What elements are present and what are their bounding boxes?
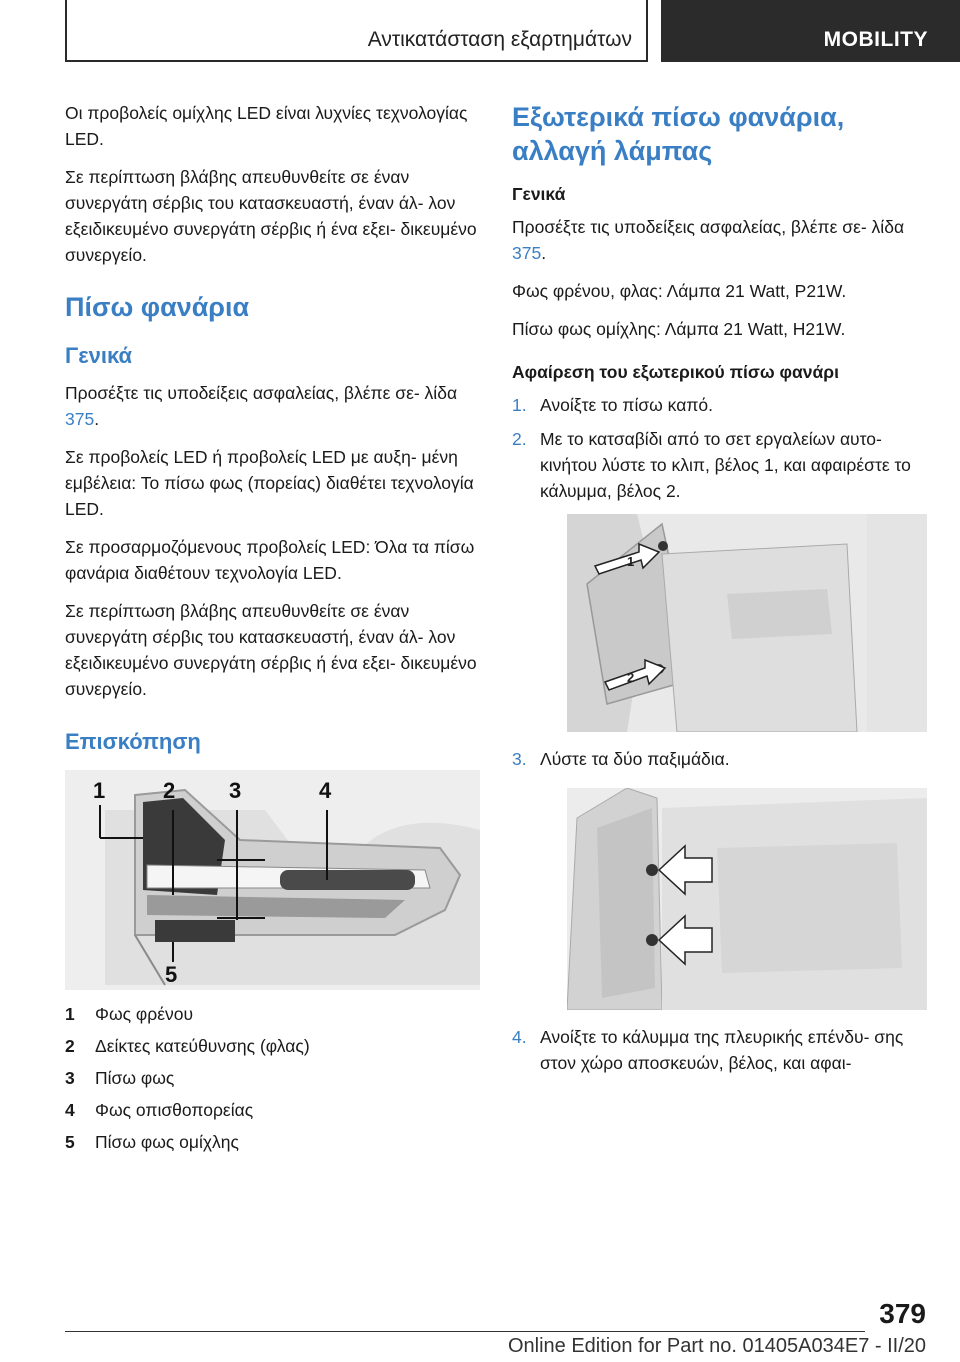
heading-rear-lights: Πίσω φανάρια [65,292,250,322]
service-paragraph: Σε περίπτωση βλάβης απευθυνθείτε σε έναν συνεργάτη σέρβις του κατασκευαστή, έναν άλ- λον εξειδικευμένο συνεργάτη σέρβις ή ένα εξει- δικευμένο συνεργείο. [65,601,477,699]
footer-divider [65,1331,865,1332]
page-header [65,0,960,64]
step-item: 2. Με το κατσαβίδι από το σετ εργαλείων αυτο- κινήτου λύστε το κλιπ, βέλος 1, και αφαιρέστε το κάλυμμα, βέλος 2. [512,429,911,501]
arrow-label-2: 2 [627,670,635,685]
chapter-title-box [65,0,648,62]
figure-legend [65,998,483,1158]
trunk-clip-illustration [567,514,927,732]
section-tab-label: MOBILITY [823,28,928,51]
removal-steps-cont [512,746,928,772]
legend-item: 3 Πίσω φως [65,1068,175,1088]
tail-light-figure [65,770,480,990]
brake-light-spec: Φως φρένου, φλας: Λάμπα 21 Watt, P21W. [512,281,847,301]
led-paragraph-2: Σε προσαρμοζόμενους προβολείς LED: Όλα τα πίσω φανάρια διαθέτουν τεχνολογία LED. [65,537,475,583]
right-column [512,100,928,1084]
legend-item: 4 Φως οπισθοπορείας [65,1100,254,1120]
chapter-title: Αντικατάσταση εξαρτημάτων [367,28,632,51]
nuts-illustration [567,788,927,1010]
heading-removal: Αφαίρεση του εξωτερικού πίσω φανάρι [512,362,839,382]
intro-paragraph-1: Οι προβολείς ομίχλης LED είναι λυχνίες τεχνολογίας LED. [65,103,468,149]
page-link-375[interactable]: 375 [65,409,95,429]
figure-label-3: 3 [229,778,242,803]
figure-label-5: 5 [165,962,178,987]
page-number: 379 [879,1298,926,1329]
heading-general-right: Γενικά [512,184,566,204]
step-item: 1. Ανοίξτε το πίσω καπό. [512,395,714,415]
footer-edition: Online Edition for Part no. 01405A034E7 - II/20 [507,1335,926,1357]
heading-general-left: Γενικά [65,343,133,368]
safety-note-left: Προσέξτε τις υποδείξεις ασφαλείας, βλέπε σε- λίδα 375. [65,383,458,429]
removal-steps-cont-2 [512,1024,928,1076]
fog-light-spec: Πίσω φως ομίχλης: Λάμπα 21 Watt, H21W. [512,319,846,339]
arrow-label-1: 1 [627,554,635,569]
legend-item: 1 Φως φρένου [65,1004,194,1024]
left-column [65,100,483,1158]
nuts-figure [567,788,927,1010]
step-item: 3. Λύστε τα δύο παξιμάδια. [512,749,730,769]
tail-light-illustration [65,770,480,990]
heading-outer-rear-lights: Εξωτερικά πίσω φανάρια, αλλαγή λάμπας [512,102,845,166]
step-item: 4. Ανοίξτε το κάλυμμα της πλευρικής επένδυ- σης στον χώρο αποσκευών, βέλος, και αφαι- [512,1027,904,1073]
page-link-375[interactable]: 375 [512,243,542,263]
led-paragraph-1: Σε προβολείς LED ή προβολείς LED με αυξη- μένη εμβέλεια: Το πίσω φως (πορείας) διαθέτει τεχνολογία LED. [65,447,474,519]
legend-item: 2 Δείκτες κατεύθυνσης (φλας) [65,1036,310,1056]
intro-paragraph-2: Σε περίπτωση βλάβης απευθυνθείτε σε έναν συνεργάτη σέρβις του κατασκευαστή, έναν άλ- λον εξειδικευμένο συνεργάτη σέρβις ή ένα εξει- δικευμένο συνεργείο. [65,167,477,265]
trunk-clip-figure [567,514,927,732]
figure-label-1: 1 [93,778,106,803]
heading-overview: Επισκόπηση [65,729,201,754]
figure-label-2: 2 [163,778,176,803]
section-tab [661,0,960,62]
figure-label-4: 4 [319,778,332,803]
safety-note-right: Προσέξτε τις υποδείξεις ασφαλείας, βλέπε σε- λίδα 375. [512,217,905,263]
legend-item: 5 Πίσω φως ομίχλης [65,1132,239,1152]
removal-steps [512,392,928,504]
